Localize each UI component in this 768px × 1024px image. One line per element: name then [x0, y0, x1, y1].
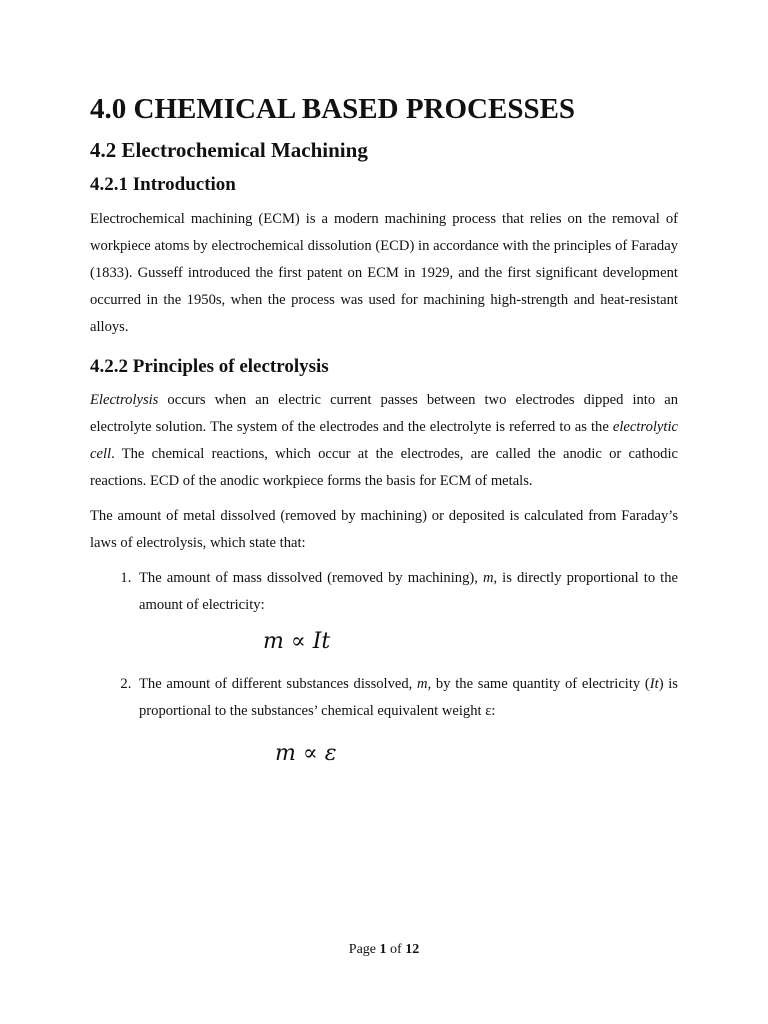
page-number: 1 — [379, 942, 387, 957]
p1-text-b: . The chemical reactions, which occur at the electrodes, are called the anodic or cathodic reactions. ECD of the anodic workpiece forms the basis for ECM of metals. — [90, 446, 678, 490]
intro-heading: 4.2.1 Introduction — [90, 174, 236, 196]
list-item: 1. The amount of mass dissolved (removed by machining), m, is directly proportional to the amount of electricity: m ∝ It — [135, 565, 678, 657]
term-electrolysis: Electrolysis — [90, 392, 159, 409]
p1-text-a: occurs when an electric current passes between two electrodes dipped into an electrolyte solution. The system of the electrodes and the electrolyte is referred to as the — [90, 392, 678, 436]
intro-paragraph: Electrochemical machining (ECM) is a modern machining process that relies on the removal of workpiece atoms by electrochemical dissolution (ECD) in accordance with the principles of Faraday (1833). Gusseff introduced the first patent on ECM in 1929, and the first significant development occurred in the 1950s, when the process was used for machining high-strength and heat-resistant alloys. — [90, 210, 678, 335]
list-item: 2. The amount of different substances dissolved, m, by the same quantity of electricity (It) is proportional to the substances’ chemical equivalent weight ε: m ∝ ε — [135, 671, 678, 769]
term-electrolytic-cell: electrolytic cell — [90, 419, 678, 463]
page-content — [90, 92, 678, 769]
faraday-laws-list — [90, 565, 678, 769]
page-total: 12 — [405, 942, 420, 957]
section-heading: 4.2 Electrochemical Machining — [90, 137, 368, 162]
electrolysis-paragraph-1 — [90, 387, 678, 495]
electrolysis-paragraph-2: The amount of metal dissolved (removed by machining) or deposited is calculated from Faraday’s laws of electrolysis, which state that: — [90, 508, 678, 552]
electrolysis-heading: 4.2.2 Principles of electrolysis — [90, 355, 329, 377]
main-heading: 4.0 CHEMICAL BASED PROCESSES — [90, 93, 576, 125]
formula-mass-equivalent: m ∝ ε — [275, 741, 337, 767]
page-footer: Page 1 of 12 — [348, 942, 420, 957]
formula-mass-electricity: m ∝ It — [263, 629, 331, 655]
